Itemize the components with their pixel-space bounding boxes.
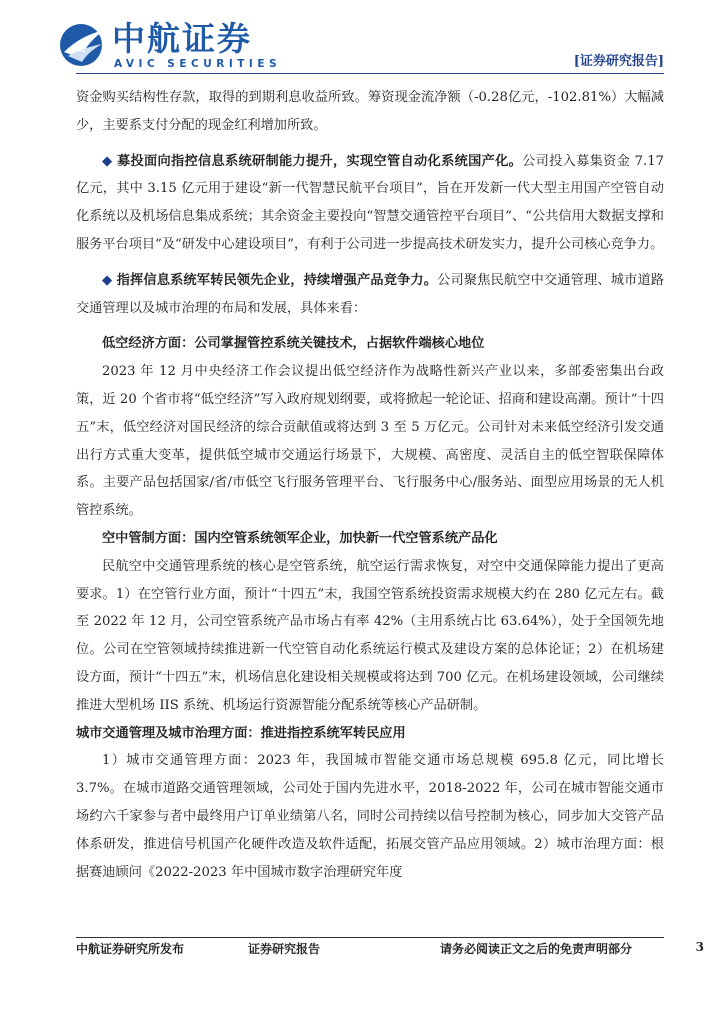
paragraph-city-traffic: 1）城市交通管理方面：2023 年，我国城市智能交通市场总规模 695.8 亿元，同比增长 3.7%。在城市道路交通管理领域，公司处于国内先进水平，2018-2022 年，公司在城市智能交通市场约六千家参与者中最终用户订单业绩第八名，同时公司持续以信号控制为核心，同步加大交管产品体系研发，推进信号机国产化硬件改造及软件适配，拓展交管产品应用领域。2）城市治理方面：根据赛迪顾问《2022-2023 年中国城市数字治理研究年度 xyxy=(76,753,664,880)
bullet-body: 公司投入募集资金 7.17 亿元，其中 3.15 亿元用于建设“新一代智慧民航平台项目”，旨在开发新一代大型主用国产空管自动化系统以及机场信息集成系统；其余资金主要投向“智慧交通管控平台项目”、“公共信用大数据支撑和服务平台项目”及“研发中心建设项目”，有利于公司进一步提高技术研发实力，提升公司核心竞争力。 xyxy=(76,153,664,252)
subheading-city-traffic: 城市交通管理及城市治理方面：推进指控系统军转民应用 xyxy=(76,725,406,741)
avic-logo-icon xyxy=(58,22,108,68)
document-body xyxy=(76,84,664,886)
brand-name-cn: 中航证券 xyxy=(112,19,252,58)
header-divider xyxy=(76,73,664,74)
subheading-air-traffic: 空中管制方面：国内空管系统领军企业，加快新一代空管系统产品化 xyxy=(102,530,498,546)
diamond-bullet-icon: ◆ xyxy=(102,153,113,169)
page-number: 3 xyxy=(695,940,704,954)
bullet-fundraising xyxy=(76,148,664,259)
bullet-title: 指挥信息系统军转民领先企业，持续增强产品竞争力。 xyxy=(116,272,438,288)
footer-divider xyxy=(76,937,664,938)
report-tag: [证券研究报告] xyxy=(573,54,664,69)
bullet-body: 公司聚焦民航空中交通管理、城市道路交通管理以及城市治理的布局和发展，具体来看： xyxy=(76,272,664,316)
paragraph-low-altitude: 2023 年 12 月中央经济工作会议提出低空经济作为战略性新兴产业以来，多部委密集出台政策，近 20 个省市将“低空经济”写入政府规划纲要，或将掀起一轮论证、招商和建设高潮。预计“十四五”末，低空经济对国民经济的综合贡献值或将达到 3 至 5 万亿元。公司针对未来低空经济引发交通出行方式重大变革，提供低空城市交通运行场景下，大规模、高密度、灵活自主的低空智联保障体系。主要产品包括国家/省/市低空飞行服务管理平台、飞行服务中心/服务站、面型应用场景的无人机管控系统。 xyxy=(76,364,664,519)
paragraph-air-traffic: 民航空中交通管理系统的核心是空管系统，航空运行需求恢复，对空中交通保障能力提出了更高要求。1）在空管行业方面，预计“十四五”末，我国空管系统投资需求规模大约在 280 亿元左右。截至 2022 年 12 月，公司空管系统产品市场占有率 42%（主用系统占比 63.64%），处于全国领先地位。公司在空管领域持续推进新一代空管自动化系统运行模式及建设方案的总体论证；2）在机场建设方面，预计“十四五”末，机场信息化建设相关规模或将达到 700 亿元。在机场建设领域，公司继续推进大型机场 IIS 系统、机场运行资源智能分配系统等核心产品研制。 xyxy=(76,558,664,713)
bullet-military-civil xyxy=(76,267,664,323)
footer-disclaimer: 请务必阅读正文之后的免责声明部分 xyxy=(440,942,633,956)
subheading-low-altitude: 低空经济方面：公司掌握管控系统关键技术，占据软件端核心地位 xyxy=(102,336,485,352)
logo-text: AVIC xyxy=(68,46,87,54)
bullet-title: 募投面向指控信息系统研制能力提升，实现空管自动化系统国产化。 xyxy=(116,153,523,169)
paragraph-cashflow: 资金购买结构性存款，取得的到期利息收益所致。筹资现金流净额（-0.28亿元，-102.81%）大幅减少，主要系支付分配的现金红利增加所致。 xyxy=(76,90,664,133)
footer-report-type: 证券研究报告 xyxy=(248,942,321,956)
page-header xyxy=(0,0,724,80)
brand-name-en: AVIC SECURITIES xyxy=(114,58,282,70)
footer-publisher: 中航证券研究所发布 xyxy=(76,942,185,956)
diamond-bullet-icon: ◆ xyxy=(102,272,113,288)
